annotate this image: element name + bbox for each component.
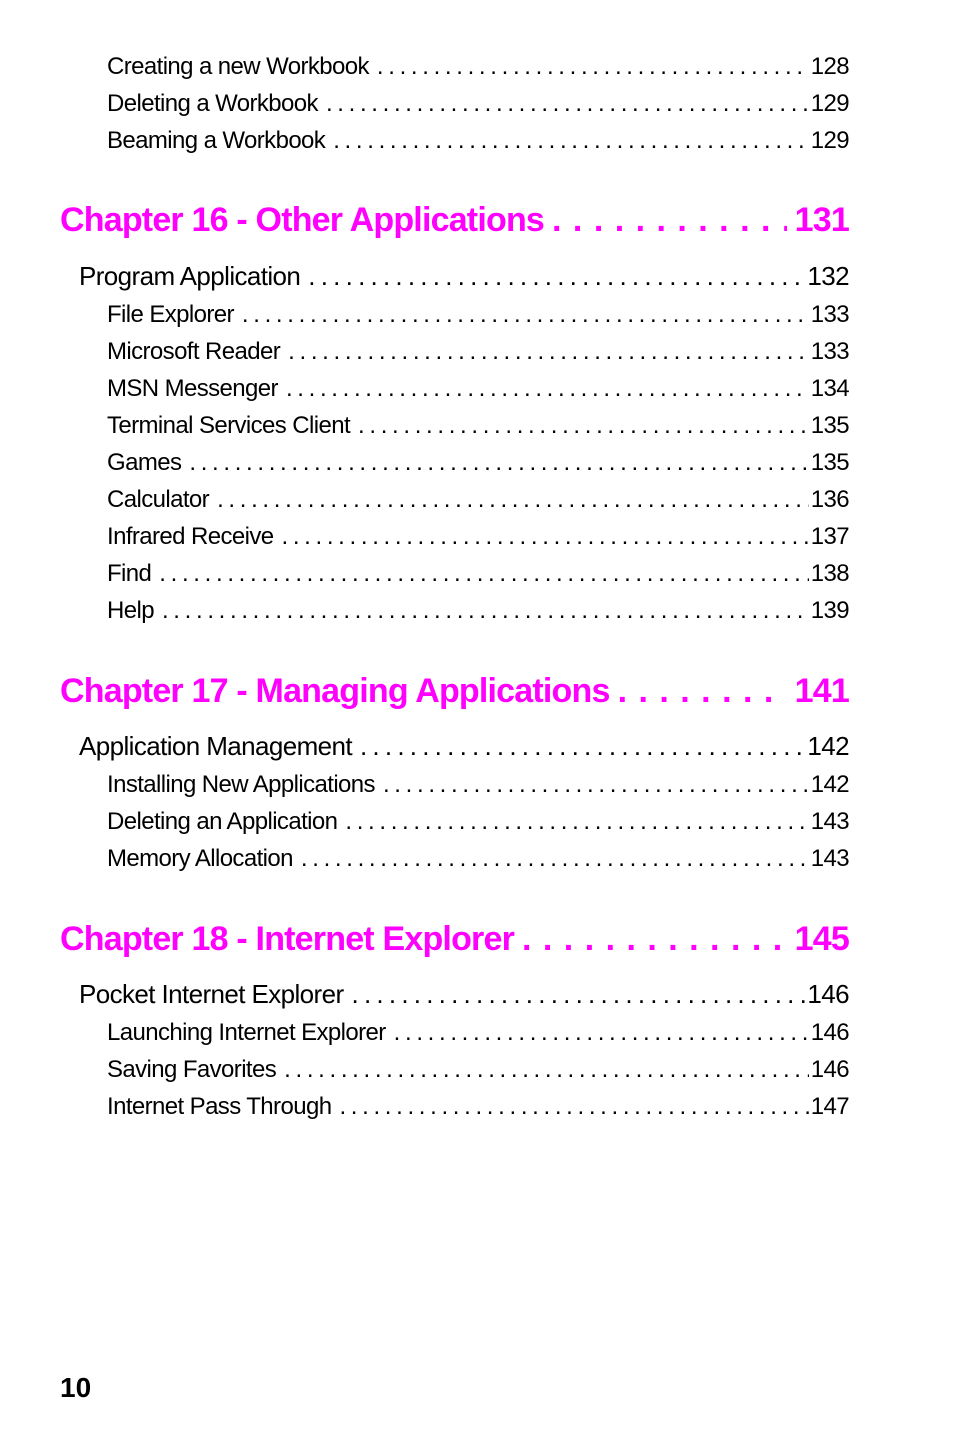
entry-title: Deleting an Application [107,808,338,835]
dot-leader [217,486,809,514]
toc-chapter-17[interactable] [60,672,849,711]
chapter-page: 131 [794,201,849,239]
dot-leader [352,979,806,1010]
toc-entry-creating-workbook[interactable] [107,53,849,81]
entry-title: Games [107,449,182,476]
dot-leader [358,412,809,440]
entry-page: 146 [810,1019,849,1046]
chapter-page: 141 [794,672,849,710]
entry-title: Launching Internet Explorer [107,1019,386,1046]
dot-leader [301,845,809,873]
dot-leader [326,90,809,118]
toc-entry-calculator[interactable] [107,486,849,514]
entry-page: 135 [810,412,849,439]
section-page: 142 [807,731,849,761]
dot-leader [282,523,809,551]
dot-leader [339,1093,808,1121]
dot-leader [284,1056,809,1084]
dot-leader [159,560,808,588]
section-page: 132 [807,261,849,291]
entry-page: 142 [810,771,849,798]
toc-entry-terminal-services-client[interactable] [107,412,849,440]
section-page: 146 [807,979,849,1009]
entry-page: 143 [810,808,849,835]
entry-page: 146 [810,1056,849,1083]
toc-section-application-management[interactable] [79,731,849,762]
toc-entry-beaming-workbook[interactable] [107,127,849,155]
toc-entry-saving-favorites[interactable] [107,1056,849,1084]
toc-section-program-application[interactable] [79,261,849,292]
entry-page: 143 [810,845,849,872]
dot-leader [618,672,787,711]
entry-title: Terminal Services Client [107,412,351,439]
entry-page: 136 [810,486,849,513]
entry-page: 128 [810,53,849,80]
entry-title: File Explorer [107,301,234,328]
entry-title: Microsoft Reader [107,338,281,365]
entry-title: Deleting a Workbook [107,90,318,117]
chapter-title: Chapter 16 - Other Applications [60,201,545,239]
dot-leader [286,375,809,403]
toc-chapter-18[interactable] [60,920,849,959]
dot-leader [360,731,805,762]
toc-entry-internet-pass-through[interactable] [107,1093,849,1121]
entry-title: MSN Messenger [107,375,278,402]
entry-page: 137 [810,523,849,550]
toc-entry-msn-messenger[interactable] [107,375,849,403]
dot-leader [552,201,787,240]
entry-page: 133 [810,338,849,365]
toc-entry-deleting-an-application[interactable] [107,808,849,836]
dot-leader [308,261,805,292]
entry-page: 129 [810,90,849,117]
dot-leader [383,771,809,799]
entry-page: 147 [810,1093,849,1120]
chapter-title: Chapter 18 - Internet Explorer [60,920,515,958]
dot-leader [377,53,809,81]
dot-leader [345,808,808,836]
entry-title: Saving Favorites [107,1056,277,1083]
entry-page: 138 [810,560,849,587]
entry-title: Installing New Applications [107,771,375,798]
entry-title: Internet Pass Through [107,1093,332,1120]
entry-title: Calculator [107,486,210,513]
toc-entry-installing-new-applications[interactable] [107,771,849,799]
dot-leader [189,449,808,477]
toc-entry-memory-allocation[interactable] [107,845,849,873]
dot-leader [333,127,809,155]
toc-entry-deleting-workbook[interactable] [107,90,849,118]
entry-page: 135 [810,449,849,476]
toc-entry-infrared-receive[interactable] [107,523,849,551]
toc-entry-help[interactable] [107,597,849,625]
chapter-title: Chapter 17 - Managing Applications [60,672,610,710]
toc-entry-launching-internet-explorer[interactable] [107,1019,849,1047]
dot-leader [288,338,809,366]
dot-leader [522,920,787,959]
entry-page: 129 [810,127,849,154]
entry-page: 139 [810,597,849,624]
toc-entry-games[interactable] [107,449,849,477]
toc-section-pocket-internet-explorer[interactable] [79,979,849,1010]
section-title: Application Management [79,731,352,761]
entry-page: 133 [810,301,849,328]
section-title: Program Application [79,261,301,291]
entry-title: Beaming a Workbook [107,127,326,154]
page-number: 10 [60,1372,92,1403]
toc-entry-find[interactable] [107,560,849,588]
toc-entry-file-explorer[interactable] [107,301,849,329]
dot-leader [394,1019,809,1047]
toc-entry-microsoft-reader[interactable] [107,338,849,366]
dot-leader [162,597,809,625]
dot-leader [242,301,809,329]
entry-title: Find [107,560,152,587]
toc-chapter-16[interactable] [60,201,849,240]
entry-title: Creating a new Workbook [107,53,369,80]
entry-page: 134 [810,375,849,402]
chapter-page: 145 [794,920,849,958]
entry-title: Memory Allocation [107,845,293,872]
entry-title: Help [107,597,154,624]
entry-title: Infrared Receive [107,523,274,550]
section-title: Pocket Internet Explorer [79,979,344,1009]
